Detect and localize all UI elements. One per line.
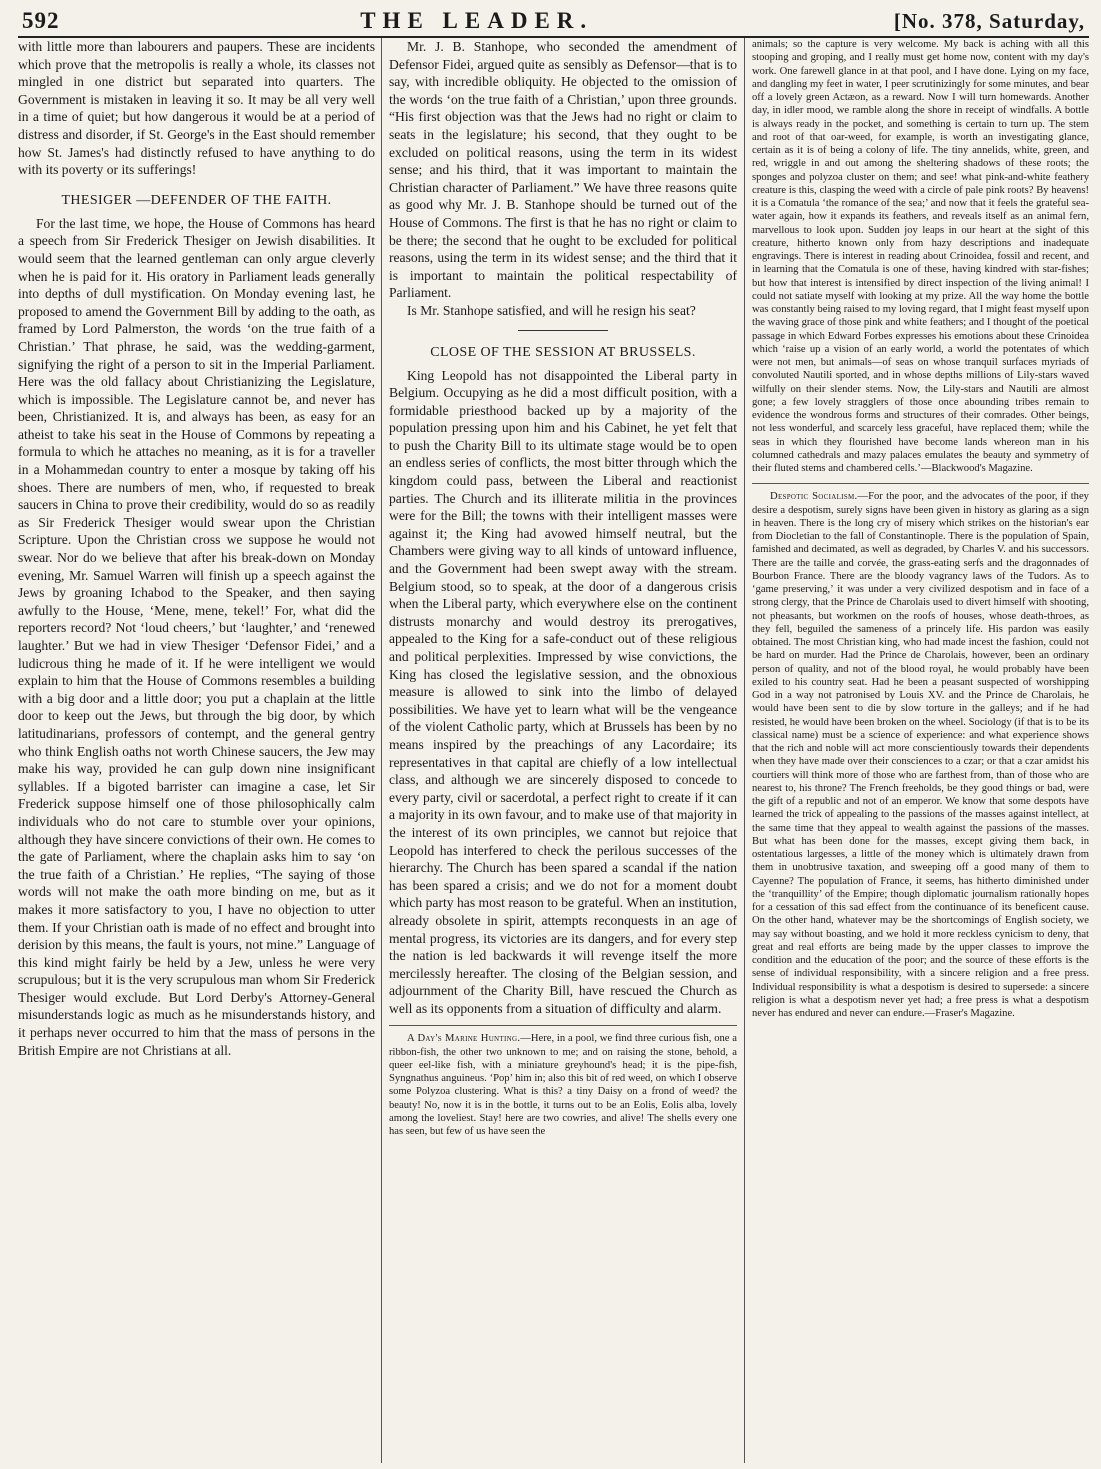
thesiger-heading: THESIGER —DEFENDER OF THE FAITH. (61, 192, 332, 208)
despotic-socialism-extract (752, 490, 1089, 1020)
column-3 (745, 38, 1089, 1463)
brussels-article: King Leopold has not disappointed the Liberal party in Belgium. Occupying as he did a most difficult position, with a formidable priesthood backed up by a majority of the population pressing upon him and his Cabinet, he yet felt that to push the Charity Bill to its ultimate stage would be to open an endless series of conflicts, the most bitter through which the kingdom could pass, between the Liberal and reactionist parties. The Church and its illiterate militia in the provinces were for the Bill; the towns with their intelligent masses were against it; the King had avowed himself neutral, but the Chambers were giving way to all kinds of untoward influence, and the Government had been swept away with the stream. Belgium stood, so to speak, at the door of a dangerous crisis when the Liberal party, which everywhere else on the continent distrusts monarchy and would destroy its prerogatives, appealed to the King for a safe-conduct out of these religious and political perplexities. Impressed by wise convictions, the King has closed the legislative session, and the obnoxious measure is allowed to sink into the limbo of delayed possibilities. We have yet to learn what will be the vengeance of the violent Catholic party, which at Brussels has been by no means inspired by the preachings of any Lacordaire; its representatives in that capital are chiefly of a low intellectual class, and although we are sincerely disposed to concede to every party, civil or sacerdotal, a perfect right to create if it can a majority in its own favour, and to make use of that majority in the interest of its own principles, we cannot but rejoice that Leopold has interfered to check the perilous successes of the hierarchy. The Church has been spared a scandal if the nation has been spared a crisis; and we do not for a moment doubt which party has most reason to be grateful. When an institution, already obsolete in spirit, attempts reconquests in an age of mental progress, its victories are its dangers, and for every step the nation is led backwards it will revenge itself the more mercilessly hereafter. The closing of the Belgian session, and adjournment of the Charity Bill, have rescued the Church as well as its opponents from a situation of difficulty and alarm. (389, 367, 737, 1016)
marine-hunting-title: A Day's Marine Hunting. (407, 1033, 521, 1045)
despotic-socialism-title: Despotic Socialism. (770, 491, 858, 503)
metropolis-paragraph: with little more than labourers and paupers. These are incidents which prove that the metropolis is really a whole, its classes not mingled in one district but separated into quarters. The Government is mistaken in leaving it so. It may be all very well in a time of quiet; but how dangerous it would be at a period of distress and disorder, if St. George's in the East should remember how St. James's had distinctly refused to have anything to do with its poverty or its sufferings! (18, 39, 375, 178)
thesiger-article: For the last time, we hope, the House of Commons has heard a speech from Sir Frederick Thesiger on Jewish disabilities. It would seem that the learned gentleman can only argue cleverly when he is paid for it. His oratory in Parliament leads generally into depths of dull mystification. On Monday evening last, he proposed to amend the Government Bill by adding to the oath, as framed by Lord Palmerston, the words ‘on the true faith of a Christian.’ That phrase, he said, was the wedding-garment, signifying the right of a person to sit in the Imperial Parliament. Here was the old fallacy about Christianizing the Legislature, which is impossible. The Legislature cannot be, and never has been, Christianized. It is, and always has been, as easy for an atheist to take his seat in the House of Commons by repeating a formula to which he attaches no meaning, as it is for a traveller in a Mohammedan country to enter a mosque by taking off his shoes. There are numbers of men, who, if requested to break saucers in China to prove their credibility, would do so as readily as Sir Frederick Thesiger would swear upon the Christian Scripture. Upon the Christian cross we suppose he would not swear. Nor do we believe that after his break-down on Monday evening, Mr. Samuel Warren will finish up a speech against the Jews by groaning Ichabod to the Speaker, and then saying awfully to the House, ‘Mene, mene, tekel!’ For, what did the reporters record? Not ‘loud cheers,’ but ‘laughter,’ and ‘renewed laughter.’ But we had in view Thesiger ‘Defensor Fidei,’ and a ludicrous thing he made of it. If he were intelligent we would explain to him that the House of Commons resembles a building with a big door and a little door; you put a chaplain at the little door to keep out the Jews, but through the big door, by which latitudinarians, professors of contempt, and the general gentry who think English oaths not worth Chinese saucers, the Jew may make his way, provided he can gulp down nine insignificant syllables. If a bigoted barrister can imagine a case, let Sir Frederick suppose himself one of those philosophically calm individuals who do not care to stumble over your opinions, although they have sincere convictions of their own. He comes to the gate of Parliament, where the chaplain asks him to say ‘on the true faith of a Christian.’ He replies, “The saying of those words will not make the oath more binding on me, but as it makes it more satisfactory to you, I have no objection to utter them. If your Christian oath is made of no effect and brought into derision by this means, the fault is yours, not mine.” Language of this kind might fairly be held by a Jew, unless he were very scrupulous; but it is the very scrupulous man whom Sir Frederick Thesiger would exclude. But Lord Derby's Attorney-General misunderstands logic as much as he misunderstands history, and it perhaps never occurred to him that the mass of persons in the British Empire are not Christians at all. (18, 215, 375, 1058)
marine-hunting-continued: animals; so the capture is very welcome. My back is aching with all this stooping and groping, and I really must get home now, content with my day's work. One farewell glance in at that pool, and I have done. Lying on my face, and dangling my feet in water, I peer scrutinizingly for some minutes, and bear off a lovely green Actæon, as a reward. Now I will turn homewards. Another day, in idler mood, we ramble along the shore in receipt of windfalls. A bottle is always ready in the pocket, and something is certain to turn up. The stem and root of that oar-weed, for example, is worth an investigating glance, certain as it is of being a colony of life. The tiny annelids, white, green, and red, wriggle in and out among the sheltering shadows of these roots; the sponges and polyzoa cluster on them; and see! what pink-and-white feathery creature is this, clasping the weed with a circle of pale pink roots? By heavens! it is a Comatula ‘the romance of the sea;’ and now that it feels the grateful sea-water again, how it expands its feathers, and reveals itself as an animal fern, marvellous to look upon. Sudden joy leaps in our heart at the sight of this creature, hitherto known only from hazy descriptions and inadequate engravings. There is interest in reading about Crinoidea, fossil and recent, and in learning that the Comatula is one of these, having kindred with star-fishes; but how that interest is intensified by direct inspection of the living animal! I could not satiate myself with looking at my prize. All the way home the bottle was constantly being raised to my loving regard, that I might feast myself upon the waving grace of those pink and white feathers; and I thought of the poetical passage in which Edward Forbes expresses his emotions about these Crinoidea which ‘raise up a vision of an early world, a world the potentates of which were not men, but animals—of seas on whose tranquil surfaces myriads of convoluted Nautili sported, and in whose depths millions of Lily-stars waved wilfully on their slender stems. Now, the Lily-stars and Nautili are almost gone; a few lovely stragglers of those once abounding tribes remain to evidence the wondrous forms and structures of their comrades. Other beings, not less wonderful, and scarcely less graceful, have replaced them; while the seas in which they flourished have become lands whereon man in his columned cathedrals and mazy palaces emulates the beauty and symmetry of their fluted stems and chambered cells.’—Blackwood's Magazine. (752, 39, 1089, 474)
extract-divider (752, 483, 1089, 484)
stanhope-question: Is Mr. Stanhope satisfied, and will he resign his seat? (407, 302, 696, 318)
stanhope-paragraph: Mr. J. B. Stanhope, who seconded the amendment of Defensor Fidei, argued quite as sensibly as Defensor—that is to say, with incredible obliquity. He objected to the omission of the words ‘on the true faith of a Christian,’ upon three grounds. “His first objection was that the Jews had no right or claim to seats in the legislature; his second, that they ought to be excluded on political reasons, using the term in its widest sense; and his third, that it was important to maintain the Christian character of Parliament.” We have three reasons quite as good why Mr. J. B. Stanhope should be turned out of the House of Commons. The first is that he has no right or claim to be there; the second that he ought to be excluded for political reasons, using the term in its widest sense; and the third that it is important to maintain the political respectability of Parliament. (389, 39, 737, 301)
marine-hunting-text: —Here, in a pool, we find three curious fish, one a ribbon-fish, the other two unknown to me; and on raising the stone, behold, a queer eel-like fish, with a miniature greyhound's head; it is the pipe-fish, Syngnathus anguineus. ‘Pop’ him in; also this bit of red weed, on which I observe some Polyzoa clustering. What is this? a tiny Daisy on a frond of weed? the beauty! No, now it is in the bottle, it turns out to be an Eolis, Eolis alba, lovely among the loveliest. Stay! here are two cowries, and alive! The shells every one has seen, but few of us have seen the (389, 1033, 738, 1138)
despotic-socialism-text: —For the poor, and the advocates of the poor, if they desire a despotism, surely signs have been given in history as glaring as a sign in heaven. There is the long cry of misery which strikes on the historian's ear from Diocletian to the fall of Constantinople. There is the population of Spain, famished and decimated, as well as degraded, by Charles V. and his successors. There are the taille and corvée, the grass-eating serfs and the dragonnades of Bourbon France. There are the bloody vagrancy laws of the Tudors. As to ‘game preserving,’ it was under a very civilized despotism and in face of a strong clergy, that the Prince de Charolais used to divert himself with shooting, not pheasants, but workmen on the roofs of houses, whose death-throes, as they fell, beguiled the sameness of a princely life. His pardon was easily obtained. The most Christian king, who had made incest the fashion, could not be hard on murder. Had the Prince de Charolais, however, been an ordinary person of quality, and not of the blood royal, he would probably have been exiled to his country seat. Had he been a peasant suspected of worshipping God in a way not patronised by Louis XV. and the Prince de Charolais, he would have been sent to die by slow torture in the galleys; and if he had resisted, he would have been broken on the wheel. Sociology (if that is to be its classical name) must be a science of experience: and what experience shows that the rich and noble will act more conscientiously towards their dependents when they have made over their consciences to a czar; or that a czar amidst his courtiers will think more of those who are farthest from, than of those who are nearest to, his throne? The French freeholds, be they good things or bad, were the gift of a republic and not of an emperor. We know that some despots have learned the trick of appealing to the passions of the masses against intellect, at the same time that they appeal to wealth against the passions of the masses. But what has been done for the masses, except giving them back, in ostentatious largesses, a little of the money which is ultimately drawn from them in unobtrusive taxation, and sweeping off a good many of them to Cayenne? The population of France, it seems, has hitherto diminished under the ‘tranquillity’ of the Empire; though diplomatic journalism rationally hopes for a cessation of this sad effect from the continuance of its beneficent cause. On the other hand, whatever may be the shortcomings of English society, we may say without boasting, and we hold it more reckless cynicism to deny, that great and real efforts are being made by the upper classes to improve the condition and the education of the poor; and the source of these efforts is the sense of individual responsibility, with a sincere religion and a free press. Individual responsibility is what a despotism is desired to supersede: a sincere religion is what a despotism never yet had; a free press is what a despotism never has endured and never can endure.—Fraser's Magazine. (752, 491, 1089, 1019)
column-2 (381, 38, 745, 1463)
marine-hunting-extract (389, 1032, 737, 1138)
columns (18, 38, 1089, 1463)
page-header (18, 4, 1089, 38)
page-number: 592 (22, 8, 60, 33)
column-1 (18, 38, 381, 1463)
extracts-rule (389, 1025, 737, 1026)
issue-label: [No. 378, Saturday, (893, 9, 1085, 33)
masthead-title: THE LEADER. (360, 8, 594, 33)
section-rule (518, 330, 608, 331)
brussels-heading: CLOSE OF THE SESSION AT BRUSSELS. (430, 344, 696, 360)
